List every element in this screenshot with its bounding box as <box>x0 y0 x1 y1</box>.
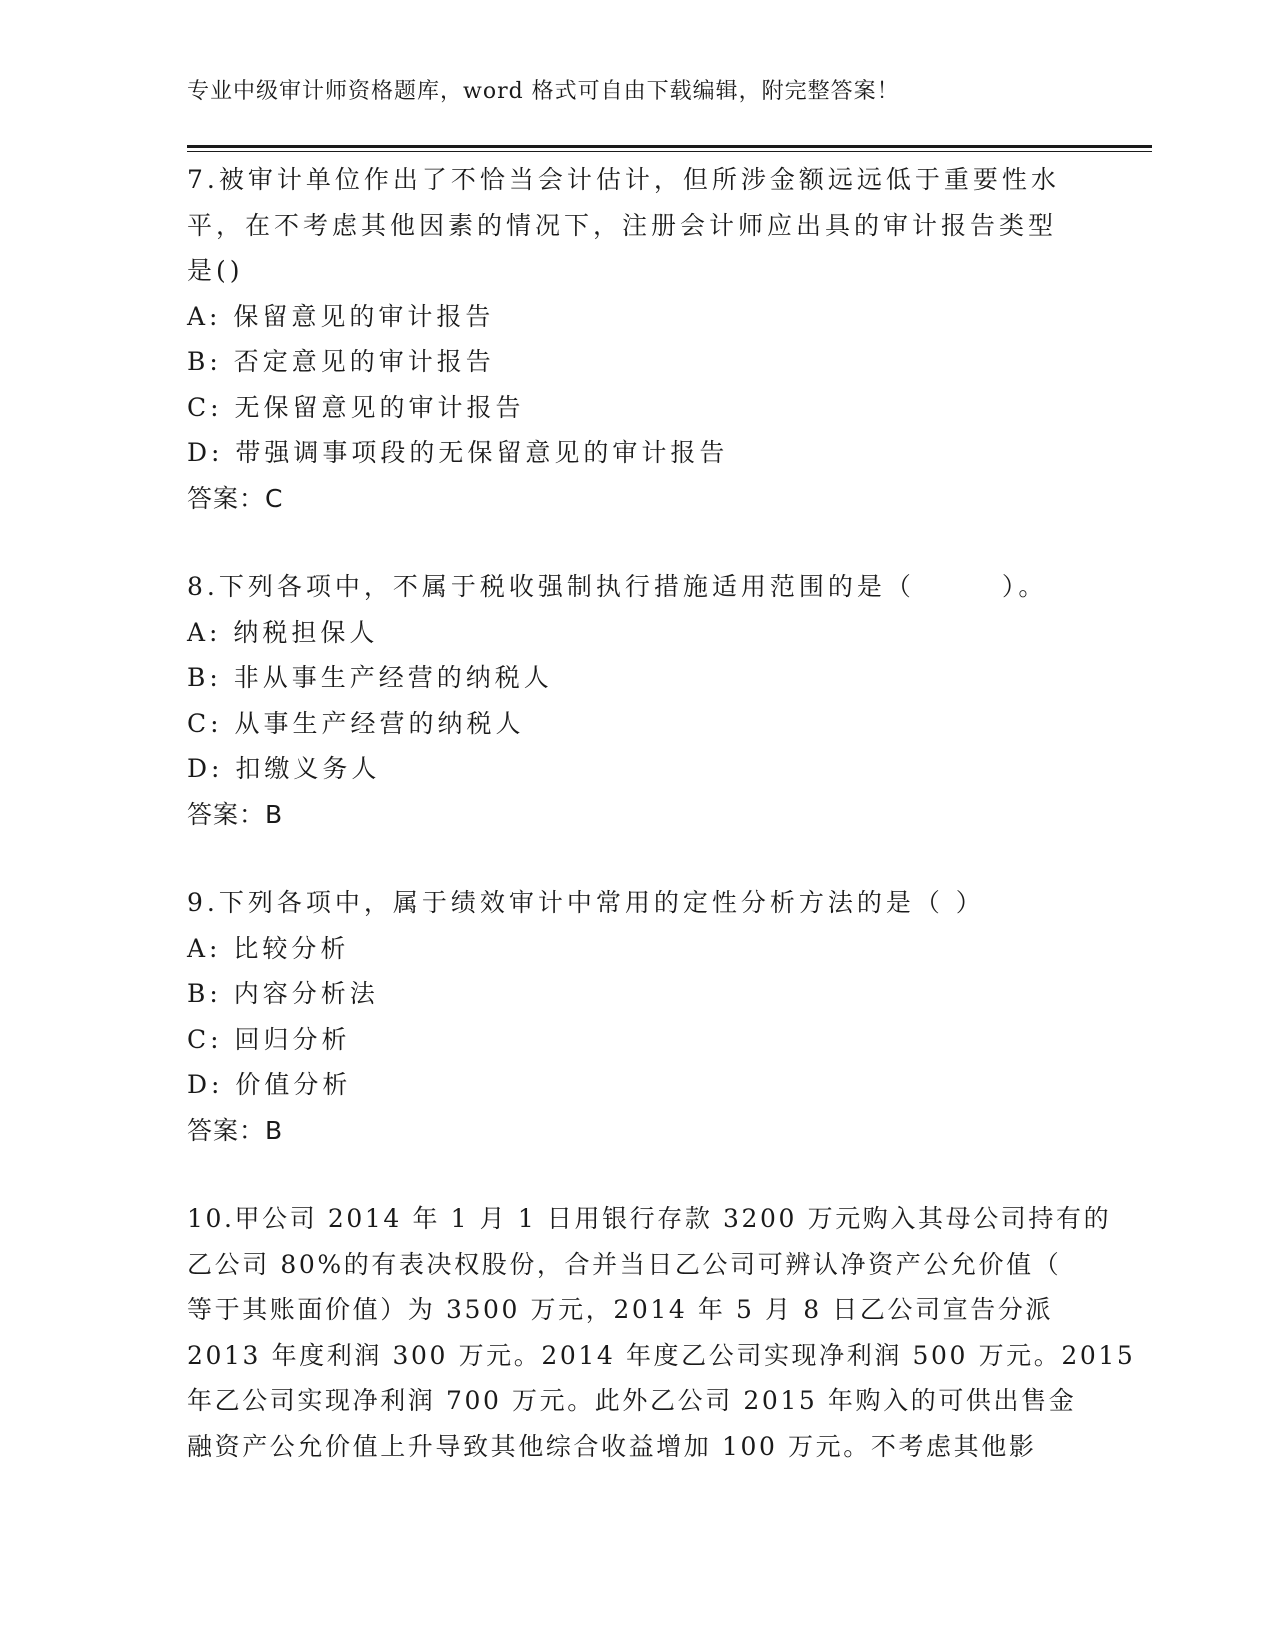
question-8 <box>187 564 1067 837</box>
answer-label: 答案：C <box>187 483 284 513</box>
question-text-line: 10.甲公司 2014 年 1 月 1 日用银行存款 3200 万元购入其母公司持有的 <box>187 1204 1112 1233</box>
question-text-line: 年乙公司实现净利润 700 万元。此外乙公司 2015 年购入的可供出售金 <box>187 1386 1077 1415</box>
question-text-line: 融资产公允价值上升导致其他综合收益增加 100 万元。不考虑其他影 <box>187 1431 1037 1461</box>
option-d: D: 扣缴义务人 <box>187 754 381 783</box>
question-text-line: 是() <box>187 256 244 285</box>
question-text-line: 等于其账面价值）为 3500 万元，2014 年 5 月 8 日乙公司宣告分派 <box>187 1295 1054 1324</box>
question-text-line: 9.下列各项中，属于绩效审计中常用的定性分析方法的是（ ） <box>187 888 985 917</box>
option-b: B: 否定意见的审计报告 <box>187 347 495 376</box>
question-list <box>187 157 1136 1512</box>
option-b: B: 内容分析法 <box>187 979 379 1008</box>
option-a: A: 纳税担保人 <box>187 617 379 647</box>
option-d: D: 带强调事项段的无保留意见的审计报告 <box>187 438 729 467</box>
question-text-line: 乙公司 80%的有表决权股份，合并当日乙公司可辨认净资产公允价值（ <box>187 1249 1062 1279</box>
question-10 <box>187 1196 1136 1469</box>
header-rule-thick <box>187 145 1152 148</box>
answer-label: 答案：B <box>187 799 284 829</box>
option-a: A: 比较分析 <box>187 933 350 963</box>
question-7 <box>187 157 1067 521</box>
question-text-line: 7.被审计单位作出了不恰当会计估计，但所涉金额远远低于重要性水 <box>187 165 1060 194</box>
question-text-line: 8.下列各项中，不属于税收强制执行措施适用范围的是（ ）。 <box>187 572 1048 601</box>
option-a: A: 保留意见的审计报告 <box>187 301 495 331</box>
option-c: C: 回归分析 <box>187 1024 351 1054</box>
question-9 <box>187 880 1067 1153</box>
option-d: D: 价值分析 <box>187 1070 352 1099</box>
answer-label: 答案：B <box>187 1115 284 1145</box>
header-rule-thin <box>187 151 1152 152</box>
option-c: C: 从事生产经营的纳税人 <box>187 708 525 738</box>
page-header: 专业中级审计师资格题库，word 格式可自由下载编辑，附完整答案！ <box>187 79 900 104</box>
option-b: B: 非从事生产经营的纳税人 <box>187 663 553 692</box>
option-c: C: 无保留意见的审计报告 <box>187 392 525 422</box>
question-text-line: 2013 年度利润 300 万元。2014 年度乙公司实现净利润 500 万元。2015 <box>187 1340 1136 1370</box>
question-text-line: 平，在不考虑其他因素的情况下，注册会计师应出具的审计报告类型 <box>187 210 1058 240</box>
